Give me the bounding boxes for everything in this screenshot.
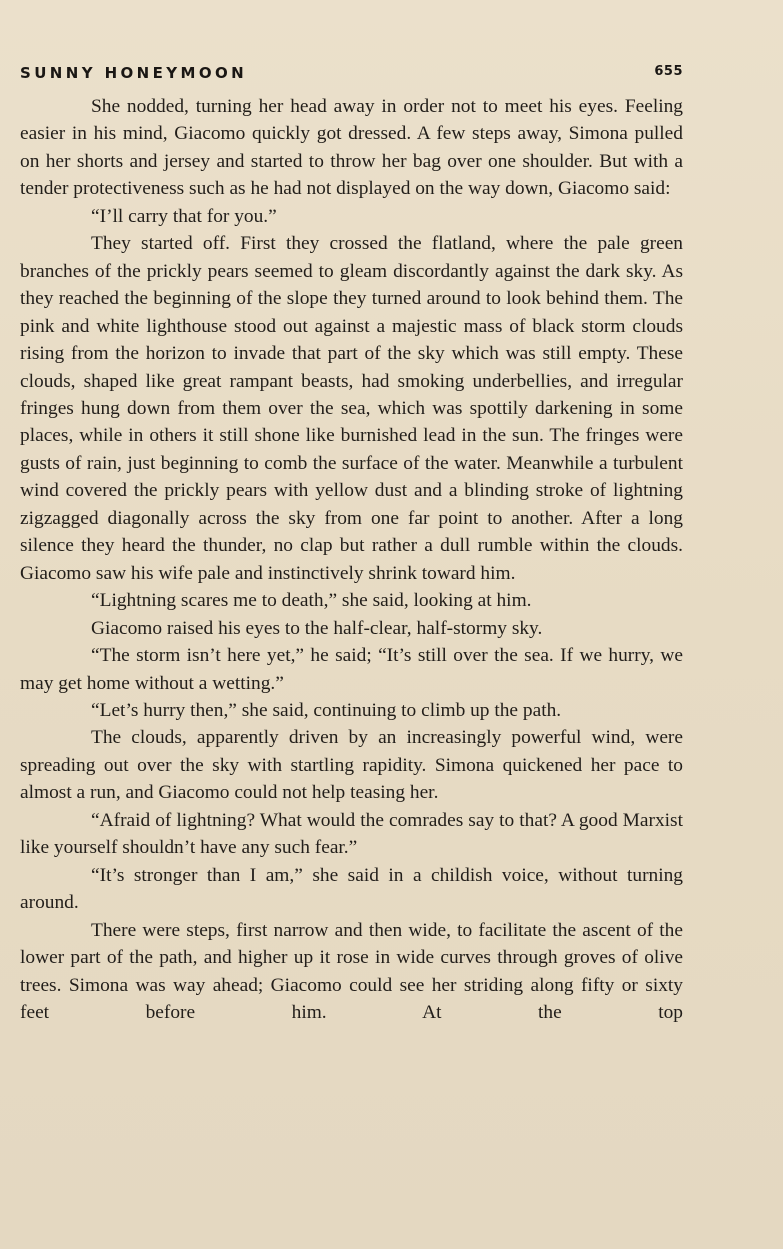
paragraph: “I’ll carry that for you.”: [91, 205, 277, 227]
paragraph: She nodded, turning her head away in order not to meet his eyes. Feeling easier in his mind, Giacomo quickly got dressed. A few steps away, Simona pulled on her shorts and jersey and started to throw her bag over one shoulder. But with a tender protectiveness such as he had not displayed on the way down, Giacomo said:: [20, 96, 683, 200]
body-text: [20, 93, 683, 1026]
paragraph: “Afraid of lightning? What would the comrades say to that? A good Marxist like yourself shouldn’t have any such fear.”: [20, 809, 683, 859]
running-title: SUNNY HONEYMOON: [20, 64, 248, 82]
paragraph: “The storm isn’t here yet,” he said; “It’s still over the sea. If we hurry, we may get home without a wetting.”: [20, 645, 683, 694]
page-number: 655: [654, 64, 683, 79]
paragraph: They started off. First they crossed the flatland, where the pale green branches of the prickly pears seemed to gleam discordantly against the dark sky. As they reached the beginning of the slope they turned around to look behind them. The pink and white lighthouse stood out against a majestic mass of black storm clouds rising from the horizon to invade that part of the sky which was still empty. These clouds, shaped like great rampant beasts, had smoking underbellies, and irregular fringes hung down from them over the sea, which was spottily darkening in some places, while in others it still shone like burnished lead in the sun. The fringes were gusts of rain, just beginning to comb the surface of the water. Meanwhile a turbulent wind covered the prickly pears with yellow dust and a blinding stroke of lightning zigzagged diagonally across the sky from one far point to another. After a long silence they heard the thunder, no clap but rather a dull rumble within the clouds. Giacomo saw his wife pale and instinctively shrink toward him.: [20, 233, 683, 584]
paragraph: The clouds, apparently driven by an increasingly powerful wind, were spreading out over the sky with startling rapidity. Simona quickened her pace to almost a run, and Giacomo could not help teasing her.: [20, 727, 683, 804]
paragraph: There were steps, first narrow and then wide, to facilitate the ascent of the lower part of the path, and higher up it rose in wide curves through groves of olive trees. Simona was way ahead; Giacomo could see her striding along fifty or sixty feet before him. At the top: [20, 919, 683, 1023]
paragraph: “Lightning scares me to death,” she said, looking at him.: [91, 590, 532, 612]
paragraph: “It’s stronger than I am,” she said in a childish voice, without turning around.: [20, 864, 683, 914]
paragraph: “Let’s hurry then,” she said, continuing to climb up the path.: [91, 699, 562, 721]
running-head: [20, 62, 683, 84]
paragraph: Giacomo raised his eyes to the half-clear, half-stormy sky.: [91, 617, 543, 639]
